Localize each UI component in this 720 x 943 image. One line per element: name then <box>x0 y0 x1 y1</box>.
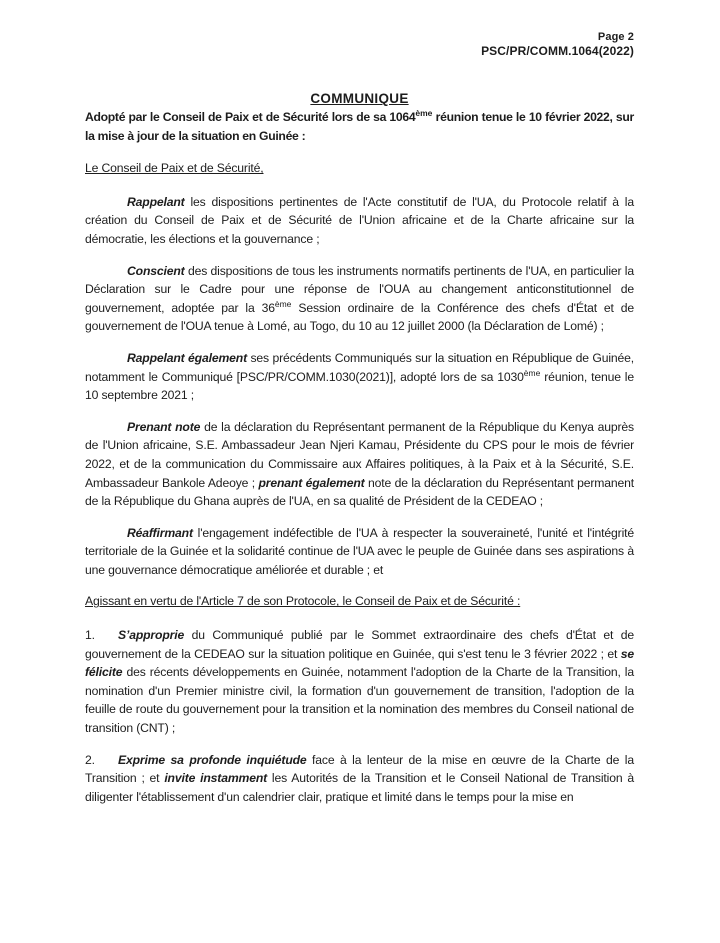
preamble-paragraph-conscient <box>85 262 634 336</box>
ordinal-superscript: ème <box>523 367 541 378</box>
paragraph-text: les dispositions pertinentes de l'Acte constitutif de l'UA, du Protocole relatif à la création du Conseil de Paix et de Sécurité de l'Union africaine et de la Charte africaine sur la démocratie, les élections et la gouvernance ; <box>85 194 634 246</box>
preamble-paragraph-rappelant <box>85 193 634 249</box>
intro-text-1: Adopté par le Conseil de Paix et de Sécurité lors de sa 1064 <box>85 110 416 124</box>
intro-text-2: réunion tenue le 10 février 2022, sur la mise à jour de la situation en Guinée : <box>85 110 634 143</box>
paragraph-text: Session ordinaire de la Conférence des chefs d'État et de gouvernement de l'OUA tenue à Lomé, au Togo, du 10 au 12 juillet 2000 (la Déclaration de Lomé) ; <box>85 300 634 334</box>
paragraph-text: les Autorités de la Transition et le Conseil National de Transition à diligenter l'établissement d'un calendrier clair, pratique et limité dans le temps pour la mise en <box>85 771 634 804</box>
preamble-paragraph-reaffirmant <box>85 524 634 580</box>
ordinal-superscript: ème <box>274 298 292 309</box>
acting-clause-text: Agissant en vertu de l'Article 7 de son Protocole, le Conseil de Paix et de Sécurité : <box>85 594 521 609</box>
communique-title: COMMUNIQUE <box>310 91 409 106</box>
salutation-text: Le Conseil de Paix et de Sécurité, <box>85 161 264 176</box>
paragraph-text: l'engagement indéfectible de l'UA à respecter la souveraineté, l'unité et l'intégrité territoriale de la Guinée et la solidarité continue de l'UA avec le peuple de Guinée dans ses aspirations à une gouvernance démocratique améliorée et durable ; et <box>85 525 634 577</box>
lead-word: Conscient <box>127 263 185 278</box>
intro-paragraph <box>85 108 634 145</box>
operative-paragraph-1 <box>85 626 634 738</box>
paragraph-number: 1. <box>85 628 95 643</box>
paragraph-text: du Communiqué publié par le Sommet extraordinaire des chefs d'État et de gouvernement de la CEDEAO sur la situation politique en Guinée, qui s'est tenu le 3 février 2022 ; et <box>85 628 634 661</box>
emphasis-phrase: prenant également <box>258 475 365 490</box>
paragraph-text: des récents développements en Guinée, notamment l'adoption de la Charte de la Transition, la nomination d'un Premier ministre civil, la formation d'un gouvernement de transition, l'adoption de la feuille de route du gouvernement pour la transition et la nomination des membres du Conseil national de transition (CNT) ; <box>85 665 634 736</box>
paragraph-text: ses précédents Communiqués sur la situation en République de Guinée, notamment le Communiqué [PSC/PR/COMM.1030(2021)], adopté lors de sa 1030 <box>85 350 634 384</box>
preamble-paragraph-prenant-note <box>85 418 634 511</box>
paragraph-text: réunion, tenue le 10 septembre 2021 ; <box>85 369 634 403</box>
intro-superscript: ème <box>415 107 433 118</box>
acting-clause <box>85 592 634 611</box>
preamble-paragraph-rappelant-egalement <box>85 349 634 405</box>
emphasis-phrase: invite instamment <box>164 771 268 786</box>
page-number: Page 2 <box>597 31 634 43</box>
paragraph-text: des dispositions de tous les instruments normatifs pertinents de l'UA, en particulier la Déclaration sur le Cadre pour une réponse de l'OUA au changement anticonstitutionnel de gouvernement, adoptée par la 36 <box>85 263 634 315</box>
operative-paragraph-2 <box>85 751 634 807</box>
paragraph-text: face à la lenteur de la mise en œuvre de la Charte de la Transition ; et <box>85 752 634 786</box>
salutation <box>85 159 634 178</box>
emphasis-phrase: se félicite <box>85 646 634 680</box>
lead-word: Exprime sa profonde inquiétude <box>118 752 307 767</box>
lead-word: Rappelant <box>127 194 185 209</box>
lead-word: S’approprie <box>118 628 185 643</box>
lead-word: Prenant note <box>127 419 201 434</box>
page-header <box>85 30 634 58</box>
lead-word: Rappelant également <box>127 350 247 365</box>
paragraph-text: de la déclaration du Représentant permanent de la République du Kenya auprès de l'Union africaine, S.E. Ambassadeur Jean Njeri Kamau, Présidente du CPS pour le mois de février 2022, et de la communication du Commissaire aux Affaires politiques, à la Paix et à la Sécurité, S.E. Ambassadeur Bankole Adeoye ; <box>85 419 634 490</box>
document-reference: PSC/PR/COMM.1064(2022) <box>481 44 634 58</box>
paragraph-text: note de la déclaration du Représentant permanent de la République du Ghana auprès de l'UA, en sa qualité de Président de la CEDEAO ; <box>85 475 635 509</box>
lead-word: Réaffirmant <box>127 525 193 540</box>
paragraph-number: 2. <box>85 752 95 767</box>
